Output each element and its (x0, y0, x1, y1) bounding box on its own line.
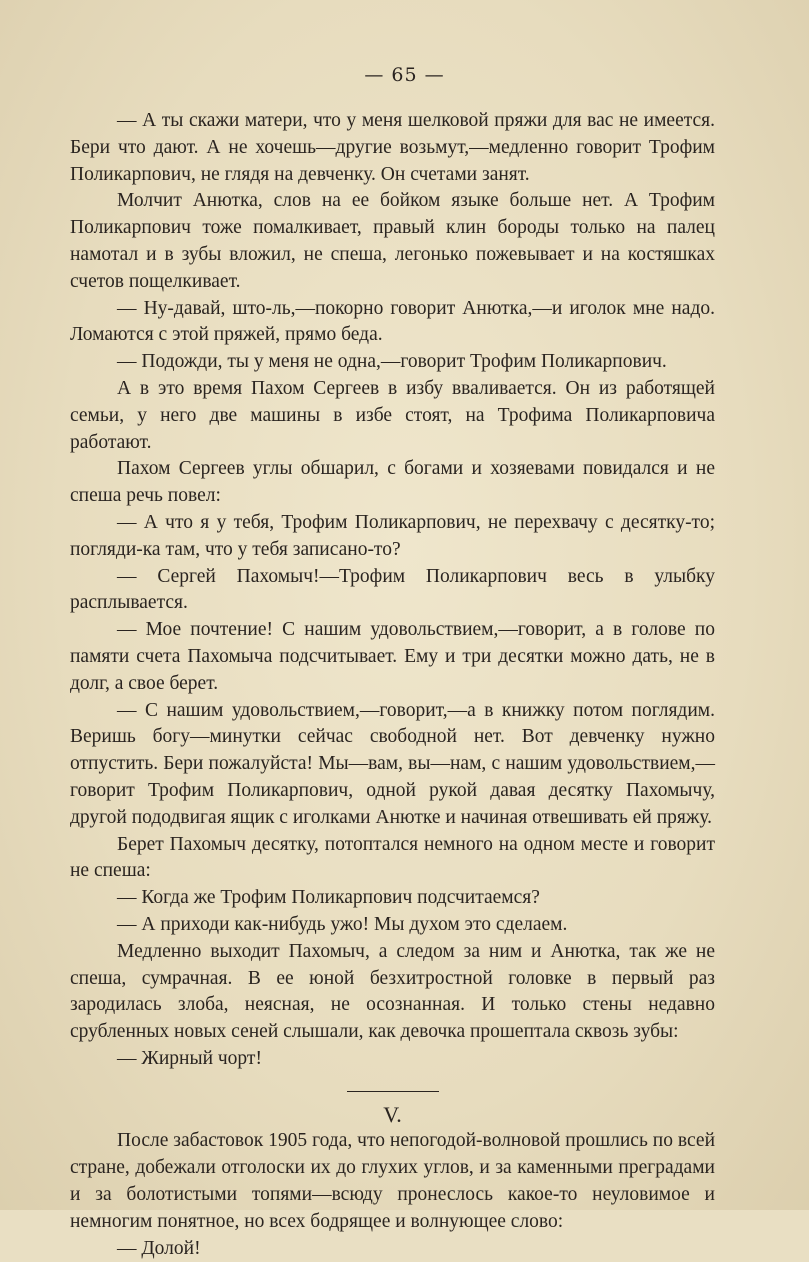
paragraph: Берет Пахомыч десятку, потоптался немного на одном месте и говорит не спеша: (70, 833, 715, 882)
paragraph: — Сергей Пахомыч!—Трофим Поликарпович весь в улыбку расплывается. (70, 565, 715, 614)
page-body (70, 108, 715, 1262)
section-heading: V. (383, 1101, 402, 1127)
paragraph: — Когда же Трофим Поликарпович подсчитаемся? (117, 887, 540, 909)
paragraph: — А что я у тебя, Трофим Поликарпович, не перехвачу с десятку-то; погляди-ка там, что у тебя записано-то? (70, 511, 715, 560)
paragraph: — С нашим удовольствием,—говорит,—а в книжку потом поглядим. Веришь богу—минутки сейчас свободной нет. Вот девченку нужно отпустить. Бери пожалуйста! Мы—вам, вы—нам, с нашим удовольствием,—говорит Трофим Поликарпович, одной рукой давая десятку Пахомычу, другой пододвигая ящик с иголками Анютке и начиная отвешивать ей пряжу. (70, 699, 715, 828)
paragraph: — Подожди, ты у меня не одна,—говорит Трофим Поликарпович. (117, 351, 667, 373)
paragraph: Медленно выходит Пахомыч, а следом за ним и Анютка, так же не спеша, сумрачная. В ее юной безхитростной головке в первый раз зародилась злоба, неясная, не осознанная. И только стены недавно срубленных новых сеней слышали, как девочка прошептала сквозь зубы: (70, 940, 715, 1043)
paragraph: Пахом Сергеев углы обшарил, с богами и хозяевами повидался и не спеша речь повел: (70, 458, 715, 507)
paragraph: — Ну-давай, што-ль,—покорно говорит Анютка,—и иголок мне надо. Ломаются с этой пряжей, прямо беда. (70, 297, 715, 346)
paragraph: — Жирный чорт! (117, 1047, 262, 1069)
paragraph: Молчит Анютка, слов на ее бойком языке больше нет. А Трофим Поликарпович тоже помалкивает, правый клин бороды только на палец намотал и в зубы вложил, не спеша, легонько пожевывает и на костяшках счетов пощелкивает. (70, 190, 715, 292)
paragraph: — А ты скажи матери, что у меня шелковой пряжи для вас не имеется. Бери что дают. А не хочешь—другие возьмут,—медленно говорит Трофим Поликарпович, не глядя на девченку. Он счетами занят. (70, 110, 715, 185)
section-divider (347, 1091, 439, 1092)
paragraph: А в это время Пахом Сергеев в избу вваливается. Он из работящей семьи, у него две машины в избе стоят, на Трофима Поликарповича работают. (70, 377, 715, 453)
section-v (70, 1128, 715, 1262)
paragraph: После забастовок 1905 года, что непогодой-волновой прошлись по всей стране, добежали отголоски их до глухих углов, и за каменными преградами и за болотистыми топями—всюду пронеслось какое-то неуловимое и немногим понятное, но всех бодрящее и волнующее слово: (70, 1130, 715, 1232)
paragraph: — А приходи как-нибудь ужо! Мы духом это сделаем. (117, 913, 568, 935)
paragraph: — Мое почтение! С нашим удовольствием,—говорит, а в голове по памяти счета Пахомыча подсчитывает. Ему и три десятки можно дать, не в долг, а свое берет. (70, 619, 715, 694)
paragraph: — Долой! (117, 1237, 201, 1259)
page-number: — 65 — (364, 64, 445, 86)
